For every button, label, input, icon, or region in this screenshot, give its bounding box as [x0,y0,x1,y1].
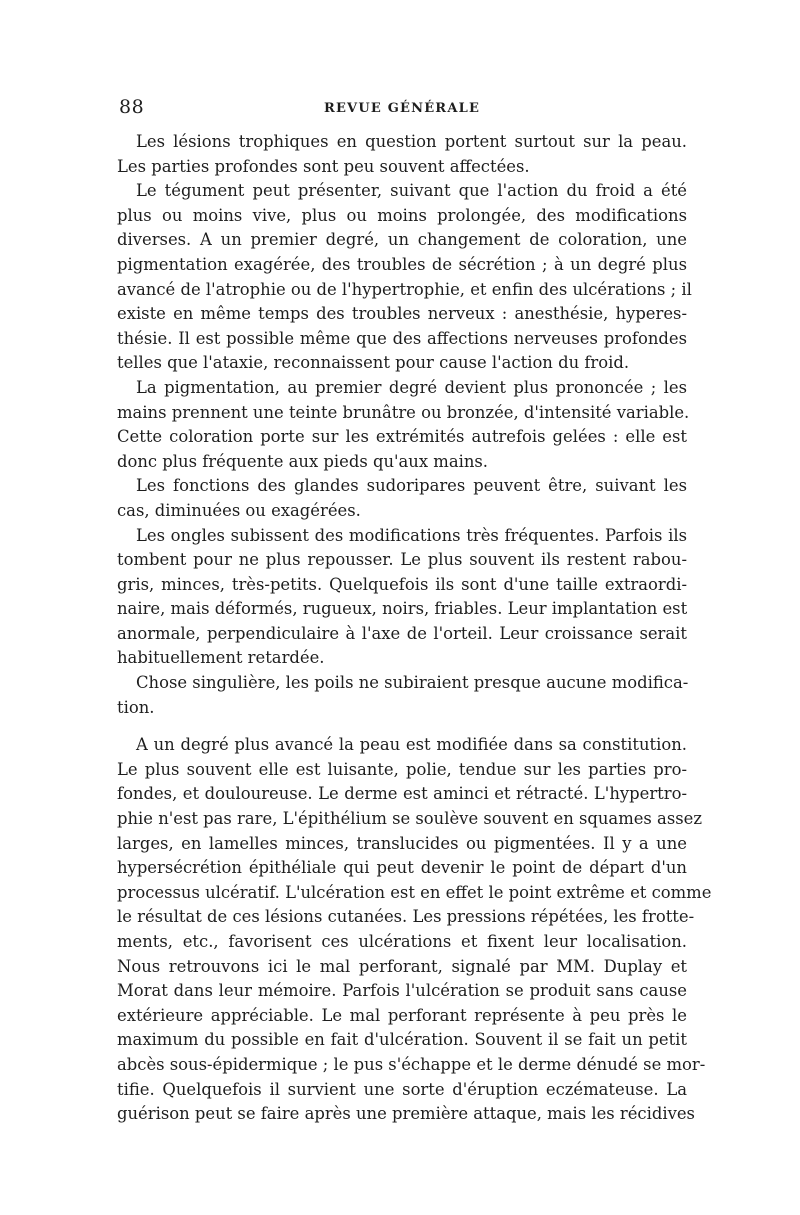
text-line: hypersécrétion épithéliale qui peut devenir le point de départ d'un [117,858,687,878]
paragraph [117,733,712,1127]
text-line: gris, minces, très-petits. Quelquefois ils sont d'une taille extraordi- [117,574,687,594]
text-line: mains prennent une teinte brunâtre ou bronzée, d'intensité variable. [117,402,690,422]
text-line: Les lésions trophiques en question portent surtout sur la peau. [136,132,687,151]
text-line: le résultat de ces lésions cutanées. Les pressions répétées, les frotte- [117,907,695,927]
paragraph [117,671,687,720]
page-number: 88 [119,96,145,118]
text-line: telles que l'ataxie, reconnaissent pour cause l'action du froid. [117,353,630,373]
text-line: tifie. Quelquefois il survient une sorte d'éruption eczémateuse. La [117,1079,687,1099]
text-line: phie n'est pas rare, L'épithélium se soulève souvent en squames assez [117,809,702,829]
text-line: Les parties profondes sont peu souvent affectées. [117,156,530,176]
text-line: Cette coloration porte sur les extrémités autrefois gelées : elle est [117,427,687,447]
text-line: diverses. A un premier degré, un changement de coloration, une [117,230,687,250]
page-header [117,96,687,120]
text-line: Les fonctions des glandes sudoripares peuvent être, suivant les [136,476,687,496]
text-line: Les ongles subissent des modifications très fréquentes. Parfois ils [136,525,687,545]
text-line: habituellement retardée. [117,648,325,668]
text-line: Nous retrouvons ici le mal perforant, signalé par MM. Duplay et [117,956,687,976]
text-line: pigmentation exagérée, des troubles de sécrétion ; à un degré plus [117,254,687,274]
text-line: Le plus souvent elle est luisante, polie, tendue sur les parties pro- [117,759,687,779]
text-line: donc plus fréquente aux pieds qu'aux mains. [117,451,489,471]
text-line: tombent pour ne plus repousser. Le plus souvent ils restent rabou- [117,550,687,570]
text-line: anormale, perpendiculaire à l'axe de l'orteil. Leur croissance serait [117,623,687,643]
text-line: Le tégument peut présenter, suivant que l'action du froid a été [136,181,687,201]
paragraph-gap [117,720,687,733]
text-line: avancé de l'atrophie ou de l'hypertrophie, et enfin des ulcérations ; il [117,279,692,299]
text-line: maximum du possible en fait d'ulcération. Souvent il se fait un petit [117,1030,687,1050]
text-line: existe en même temps des troubles nerveux : anesthésie, hyperes- [117,304,687,324]
text-line: extérieure appréciable. Le mal perforant représente à peu près le [117,1005,687,1025]
text-line: La pigmentation, au premier degré devient plus prononcée ; les [136,377,687,397]
paragraph [117,130,687,179]
text-line: thésie. Il est possible même que des affections nerveuses profondes [117,328,687,348]
text-line: cas, diminuées ou exagérées. [117,500,361,520]
text-line: Chose singulière, les poils ne subiraient presque aucune modifica- [136,673,689,693]
text-line: A un degré plus avancé la peau est modifiée dans sa constitution. [136,735,687,755]
paragraph [117,474,687,523]
text-line: ments, etc., favorisent ces ulcérations et fixent leur localisation. [117,932,687,951]
text-line: fondes, et douloureuse. Le derme est aminci et rétracté. L'hypertro- [117,784,687,804]
paragraph [117,376,690,474]
paragraph [117,179,692,376]
text-line: abcès sous-épidermique ; le pus s'échappe et le derme dénudé se mor- [117,1054,706,1074]
running-title: REVUE GÉNÉRALE [323,101,481,116]
text-line: tion. [117,697,155,717]
paragraph [117,524,687,672]
text-line: processus ulcératif. L'ulcération est en effet le point extrême et comme [117,882,712,902]
text-line: naire, mais déformés, rugueux, noirs, friables. Leur implantation est [117,599,688,619]
text-line: guérison peut se faire après une première attaque, mais les récidives [117,1104,695,1124]
text-line: plus ou moins vive, plus ou moins prolongée, des modifications [117,205,687,225]
text-line: Morat dans leur mémoire. Parfois l'ulcération se produit sans cause [117,981,687,1001]
text-line: larges, en lamelles minces, translucides ou pigmentées. Il y a une [117,833,687,853]
body-text [117,130,712,1127]
